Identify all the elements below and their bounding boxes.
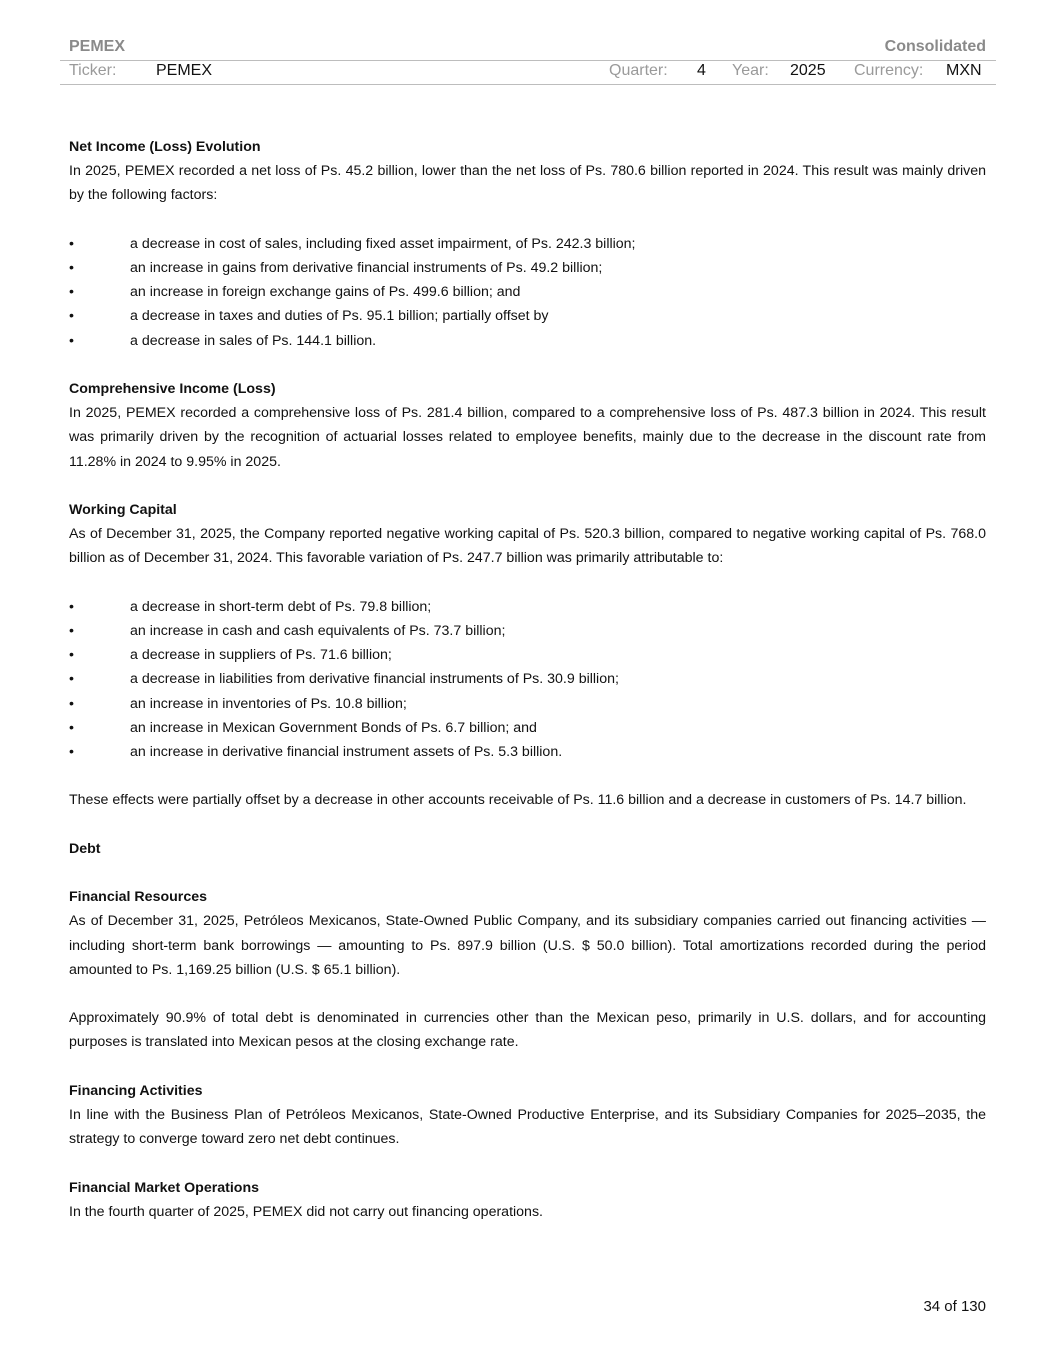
currency-value: MXN <box>946 62 982 79</box>
list-item: • a decrease in taxes and duties of Ps. 95.1 billion; partially offset by <box>69 308 549 325</box>
working-capital-paragraph: As of December 31, 2025, the Company reported negative working capital of Ps. 520.3 billion, compared to negative working capital of Ps. 768.0 billion as of December 31, 2024. This favorable variation of Ps. 247.7 billion was primarily attributable to: <box>69 526 986 567</box>
financial-resources-paragraph: As of December 31, 2025, Petróleos Mexicanos, State-Owned Public Company, and its subsidiary companies carried out financing activities —including short-term bank borrowings — amounting to Ps. 897.9 billion (U.S. $ 50.0 billion). Total amortizations recorded during the period amounted to Ps. 1,169.25 billion (U.S. $ 65.1 billion). <box>69 913 986 978</box>
net-income-factors-list <box>69 232 986 353</box>
working-capital-offset-paragraph: These effects were partially offset by a decrease in other accounts receivable of Ps. 11.6 billion and a decrease in customers of Ps. 14.7 billion. <box>69 792 967 809</box>
comprehensive-income-paragraph: In 2025, PEMEX recorded a comprehensive loss of Ps. 281.4 billion, compared to a comprehensive loss of Ps. 487.3 billion in 2024. This result was primarily driven by the recognition of actuarial losses related to employee benefits, mainly due to the decrease in the discount rate from 11.28% in 2024 to 9.95% in 2025. <box>69 405 986 470</box>
section-title-debt: Debt <box>69 840 101 857</box>
list-item: • an increase in inventories of Ps. 10.8 billion; <box>69 695 407 712</box>
list-item: • a decrease in cost of sales, including fixed asset impairment, of Ps. 242.3 billion; <box>69 235 636 252</box>
list-item: • an increase in Mexican Government Bonds of Ps. 6.7 billion; and <box>69 719 537 736</box>
quarter-value: 4 <box>697 62 706 79</box>
section-title-net-income: Net Income (Loss) Evolution <box>69 139 261 155</box>
list-item: • an increase in gains from derivative financial instruments of Ps. 49.2 billion; <box>69 260 603 276</box>
list-item: • a decrease in liabilities from derivative financial instruments of Ps. 30.9 billion; <box>69 671 619 688</box>
list-item: • an increase in derivative financial instrument assets of Ps. 5.3 billion. <box>69 744 563 761</box>
document-body <box>69 135 986 1224</box>
section-title-market-operations: Financial Market Operations <box>69 1179 260 1196</box>
page-number: 34 of 130 <box>923 1298 986 1315</box>
debt-currency-paragraph: Approximately 90.9% of total debt is denominated in currencies other than the Mexican peso, primarily in U.S. dollars, and for accounting purposes is translated into Mexican pesos at the closing exchange rate. <box>69 1010 986 1051</box>
ticker-value: PEMEX <box>156 62 213 79</box>
ticker-label: Ticker: <box>69 62 117 79</box>
report-type: Consolidated <box>884 38 986 55</box>
list-item: • an increase in cash and cash equivalents of Ps. 73.7 billion; <box>69 623 506 639</box>
quarter-label: Quarter: <box>609 62 668 79</box>
section-title-comprehensive-income: Comprehensive Income (Loss) <box>69 381 276 397</box>
list-item: • a decrease in short-term debt of Ps. 79.8 billion; <box>69 598 432 615</box>
market-operations-paragraph: In the fourth quarter of 2025, PEMEX did not carry out financing operations. <box>69 1203 543 1220</box>
section-title-working-capital: Working Capital <box>69 502 177 518</box>
header-top-row <box>60 36 996 61</box>
year-label: Year: <box>732 62 769 79</box>
section-title-financing-activities: Financing Activities <box>69 1082 203 1099</box>
year-value: 2025 <box>790 62 826 79</box>
financing-activities-paragraph: In line with the Business Plan of Petróleos Mexicanos, State-Owned Productive Enterprise, and its Subsidiary Companies for 2025–2035, the strategy to converge toward zero net debt continues. <box>69 1106 986 1148</box>
section-title-financial-resources: Financial Resources <box>69 889 207 906</box>
list-item: • a decrease in sales of Ps. 144.1 billion. <box>69 332 377 349</box>
company-name: PEMEX <box>69 38 126 55</box>
list-item: • an increase in foreign exchange gains of Ps. 499.6 billion; and <box>69 284 521 301</box>
list-item: • a decrease in suppliers of Ps. 71.6 billion; <box>69 647 392 664</box>
currency-label: Currency: <box>854 62 924 79</box>
net-income-paragraph: In 2025, PEMEX recorded a net loss of Ps. 45.2 billion, lower than the net loss of Ps. 780.6 billion reported in 2024. This result was mainly driven by the following factors: <box>69 163 986 204</box>
working-capital-factors-list <box>69 595 986 764</box>
header-info-row <box>60 60 996 85</box>
